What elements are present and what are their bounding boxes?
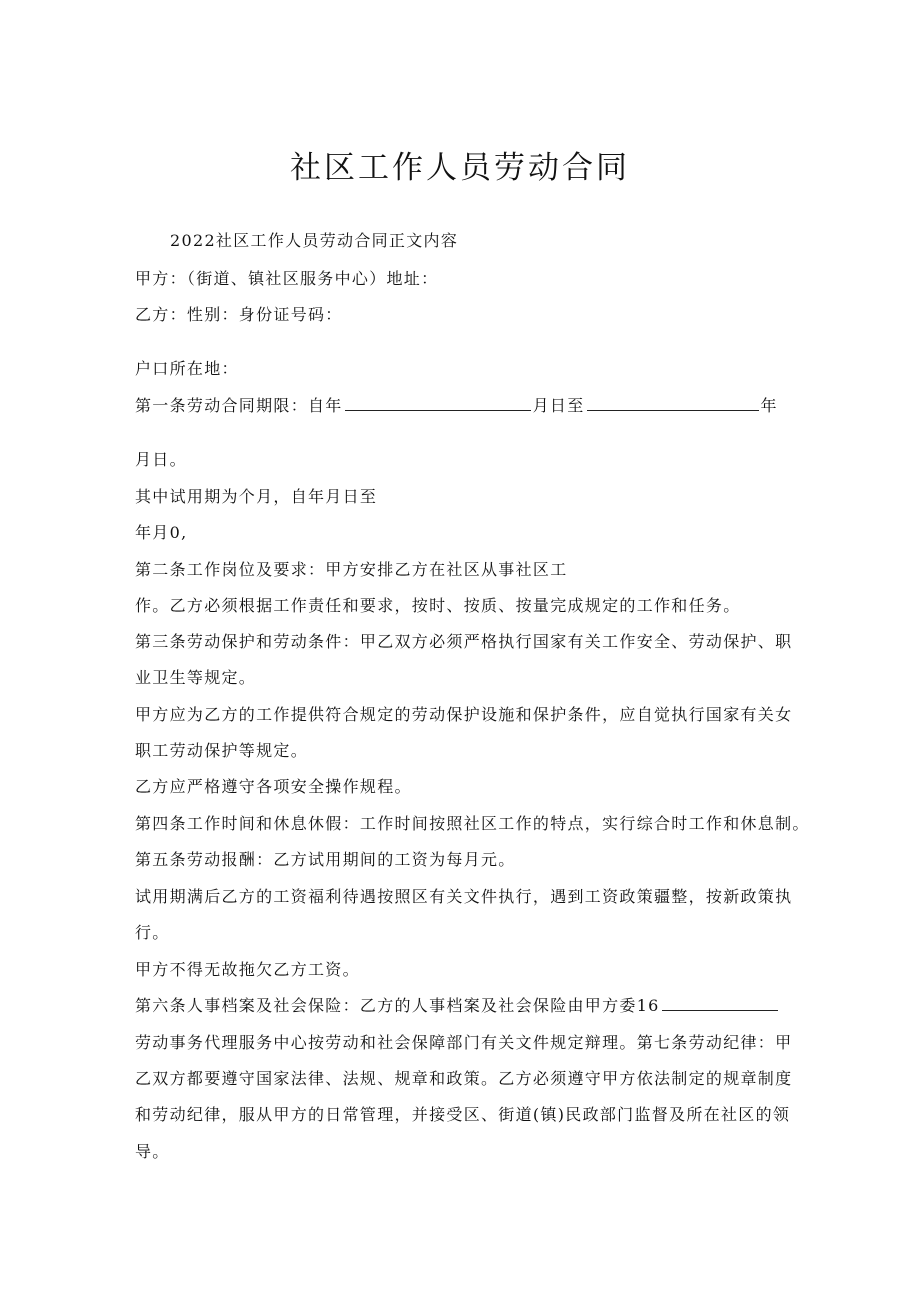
paragraph-article-4: 第四条工作时间和休息休假：工作时间按照社区工作的特点，实行综合时工作和休息制。 [135, 814, 810, 833]
paragraph-article-2: 第二条工作岗位及要求：甲方安排乙方在社区从事社区工 [135, 560, 568, 579]
paragraph-party-a: 甲方：（街道、镇社区服务中心）地址： [135, 269, 439, 288]
paragraph-protection: 甲方应为乙方的工作提供符合规定的劳动保护设施和保护条件，应自觉执行国家有关女 [135, 705, 793, 724]
blank-line [345, 396, 531, 411]
article-6-text: 第六条人事档案及社会保险：乙方的人事档案及社会保险由甲方委16 [135, 996, 660, 1015]
paragraph-protection-cont: 职工劳动保护等规定。 [135, 741, 309, 760]
paragraph-article-2-cont: 作。乙方必须根据工作责任和要求，按时、按质、按量完成规定的工作和任务。 [135, 596, 741, 615]
paragraph-probation: 其中试用期为个月，自年月日至 [135, 487, 378, 506]
paragraph-article-5: 第五条劳动报酬：乙方试用期间的工资为每月元。 [135, 850, 516, 869]
document-title: 社区工作人员劳动合同 [290, 150, 630, 186]
paragraph-article-3-cont: 业卫生等规定。 [135, 668, 257, 687]
paragraph-intro: 2022社区工作人员劳动合同正文内容 [170, 231, 459, 250]
paragraph-party-b: 乙方：性别：身份证号码： [135, 305, 343, 324]
paragraph-probation-end: 年月0, [135, 523, 188, 542]
paragraph-article-6 [135, 995, 780, 1017]
paragraph-article-1 [135, 395, 778, 417]
paragraph-article-7-cont: 和劳动纪律，服从甲方的日常管理，并接受区、街道(镇)民政部门监督及所在社区的领 [135, 1105, 791, 1124]
blank-line [662, 996, 778, 1011]
article-1-text-a: 第一条劳动合同期限：自年 [135, 396, 343, 415]
paragraph-no-arrears: 甲方不得无故拖欠乙方工资。 [135, 960, 360, 979]
paragraph-salary-cont: 行。 [135, 923, 170, 942]
paragraph-article-3: 第三条劳动保护和劳动条件：甲乙双方必须严格执行国家有关工作安全、劳动保护、职 [135, 632, 793, 651]
paragraph-article-7-end: 导。 [135, 1142, 170, 1161]
paragraph-article-6-cont: 劳动事务代理服务中心按劳动和社会保障部门有关文件规定辩理。第七条劳动纪律：甲 [135, 1033, 793, 1052]
blank-line [587, 396, 759, 411]
article-1-text-c: 年 [760, 396, 778, 415]
paragraph-safety: 乙方应严格遵守各项安全操作规程。 [135, 777, 412, 796]
paragraph-salary: 试用期满后乙方的工资福利待遇按照区有关文件执行，遇到工资政策疆整，按新政策执 [135, 887, 793, 906]
paragraph-article-7: 乙双方都要遵守国家法律、法规、规章和政策。乙方必须遵守甲方依法制定的规章制度 [135, 1069, 793, 1088]
paragraph-date-end: 月日。 [135, 450, 187, 469]
article-1-text-b: 月日至 [532, 396, 585, 415]
paragraph-hukou: 户口所在地： [135, 359, 239, 378]
